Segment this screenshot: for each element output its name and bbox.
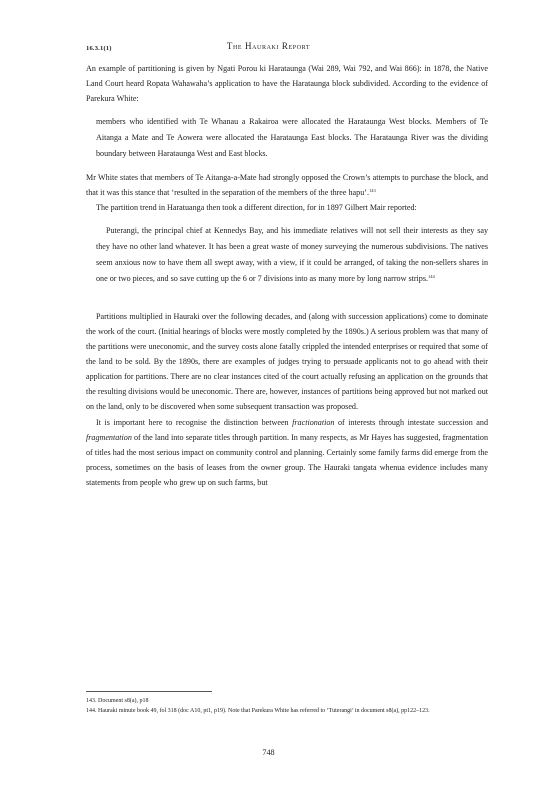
section-spacer — [86, 295, 488, 309]
section-number: 16.3.1(1) — [86, 45, 112, 52]
paragraph-5-part-c: of the land into separate titles through partition. In many respects, as Mr Hayes has suggested, fragmentation of titles had the most serious impact on community control and planning. Certainly some family farms did emerge from the process, sometimes on the basis of leases from the owner group. The Hauraki tangata whenua evidence includes many statements from people who grew up on such farms, but — [86, 432, 488, 487]
quote-2-text: Puterangi, the principal chief at Kennedys Bay, and his immediate relatives will not sell their interests as they say they have no other land whatever. It has been a great waste of money surveying the numerous subdivisions. The natives seem anxious now to have them all swept away, with a view, if it could be arranged, of taking the non-sellers shares in one or two pieces, and so save cutting up the 6 or 7 divisions into as many more by long narrow strips. — [96, 226, 488, 283]
paragraph-1: An example of partitioning is given by Ngati Porou ki Harataunga (Wai 289, Wai 792, and Wai 866): in 1878, the Native Land Court heard Ropata Wahawaha’s application to have the Harataunga block subdivided. According to the evidence of Parekura White: — [86, 64, 488, 104]
quote-2-paragraph — [96, 223, 488, 286]
running-title: The Hauraki Report — [226, 41, 311, 51]
footnote-143: 143. Document s8(a), p18 — [86, 698, 149, 704]
block-quote-2 — [86, 223, 488, 286]
term-fractionation: fractionation — [292, 417, 335, 427]
paragraph-2 — [86, 170, 488, 200]
paragraph-5 — [86, 415, 488, 490]
paragraph-4: Partitions multiplied in Hauraki over the following decades, and (along with succession applications) come to dominate the work of the court. (Initial hearings of blocks were mostly completed by the 1890s.) A serious problem was that many of the partitions were uneconomic, and the survey costs alone fatally crippled the intended enterprises or required that some of the land to be sold. By the 1890s, there are examples of judges trying to persuade applicants not to go ahead with their application for partitions. There are no clear instances cited of the court actually refusing an application on the grounds that the resulting divisions would be uneconomic. There are, however, instances of partitions being approved but not marked out on the land, only to be discovered when some subsequent transaction was proposed. — [86, 312, 488, 412]
term-fragmentation: fragmentation — [86, 432, 132, 442]
paragraph-5-part-b: of interests through intestate succession and — [334, 417, 488, 427]
paragraph-5-part-a: It is important here to recognise the distinction between — [96, 417, 293, 427]
paragraph-2-text: Mr White states that members of Te Aitanga-a-Mate had strongly opposed the Crown’s attempts to purchase the block, and that it was this stance that ‘resulted in the separation of the members of the three hapu’. — [86, 173, 488, 198]
body-text — [86, 61, 488, 490]
page-number: 748 — [262, 748, 275, 757]
footnotes — [86, 697, 488, 717]
footnote-ref-144[interactable]: 144 — [428, 273, 435, 279]
paragraph-3: The partition trend in Haratuanga then took a different direction, for in 1897 Gilbert Mair reported: — [96, 203, 417, 213]
footnote-divider — [86, 691, 212, 692]
quote-1-text: members who identified with Te Whanau a Rakairoa were allocated the Harataunga West blocks. Members of Te Aitanga a Mate and Te Aowera were allocated the Harataunga East blocks. The Harataunga River was the dividing boundary between Harataunga West and East blocks. — [96, 117, 488, 158]
block-quote-1 — [86, 114, 488, 161]
footnote-144: 144. Hauraki minute book 49, fol 318 (doc A10, pt1, p19). Note that Parekura White has referred to ‘Tuterangi’ in document s8(a), pp122–123. — [86, 707, 430, 714]
footnote-ref-143[interactable]: 143 — [368, 188, 376, 194]
